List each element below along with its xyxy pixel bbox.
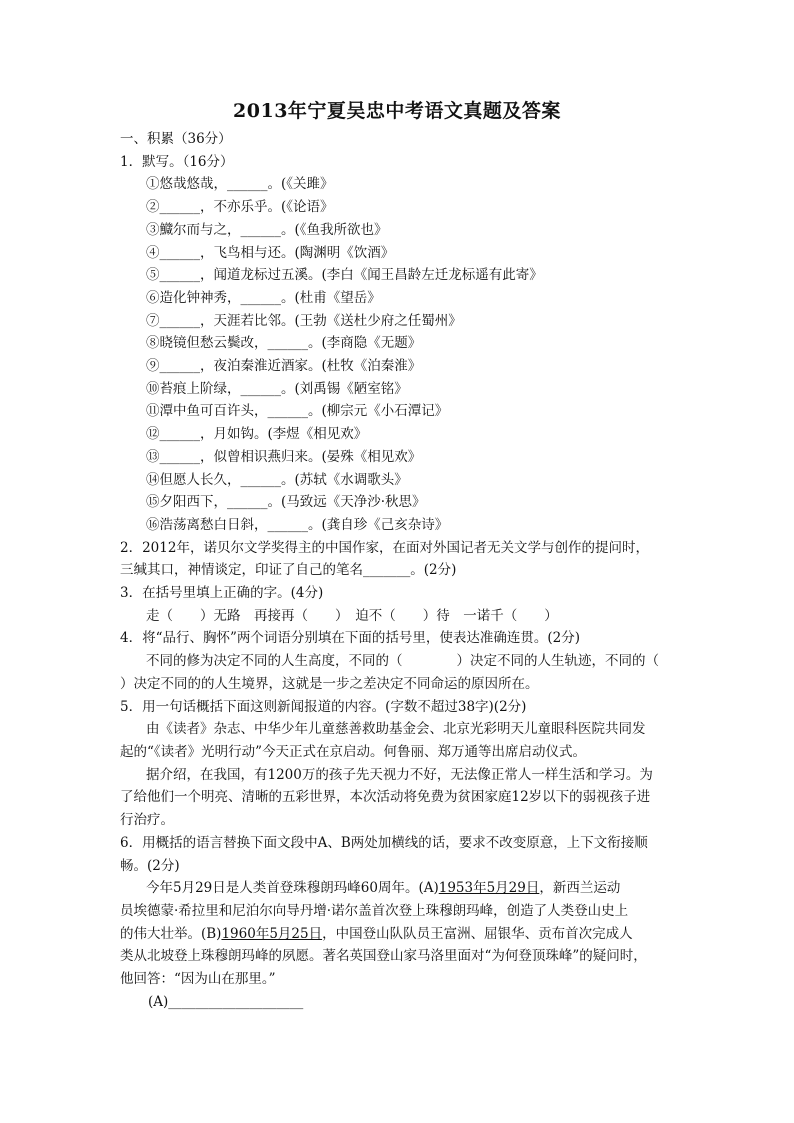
question-1-heading: 1．默写。（16分） — [120, 153, 234, 170]
page-title: 2013年宁夏吴忠中考语文真题及答案 — [233, 100, 561, 122]
passage-line: 类从北坡登上珠穆朗玛峰的夙愿。著名英国登山家马洛里面对“为何登顶珠峰”的疑问时， — [120, 948, 647, 965]
question-3-heading: 3．在括号里填上正确的字。(4分) — [120, 585, 324, 602]
news-paragraph: 行治疗。 — [120, 812, 174, 829]
dictation-item: ①悠哉悠哉，______。(《关雎》 — [146, 176, 334, 193]
passage-text: 今年5月29日是人类首登珠穆朗玛峰60周年。(A) — [146, 880, 439, 897]
dictation-item: ⑨______，夜泊秦淮近酒家。(杜牧《泊秦淮》 — [146, 358, 422, 375]
underlined-phrase-b: 1960年5月25日 — [221, 925, 323, 942]
news-paragraph: 了给他们一个明亮、清晰的五彩世界，本次活动将免费为贫困家庭12岁以下的弱视孩子进 — [120, 789, 651, 806]
dictation-item: ⑧晓镜但愁云鬓改，______。(李商隐《无题》 — [146, 335, 422, 352]
dictation-item: ⑭但愿人长久，______。(苏轼《水调歌头》 — [146, 471, 408, 488]
passage-line: 员埃德蒙·希拉里和尼泊尔向导丹增·诺尔盖首次登上珠穆朗玛峰，创造了人类登山史上 — [120, 902, 629, 919]
dictation-item: ⑫______，月如钩。(李煜《相见欢》 — [146, 426, 368, 443]
question-6-heading: 6．用概括的语言替换下面文段中A、B两处加横线的话，要求不改变原意，上下文衔接顺 — [120, 834, 648, 851]
dictation-item: ④______，飞鸟相与还。(陶渊明《饮酒》 — [146, 244, 395, 261]
dictation-item: ⑦______，天涯若比邻。(王勃《送杜少府之任蜀州》 — [146, 312, 462, 329]
passage-text: 的伟大壮举。(B) — [120, 925, 222, 942]
passage-text: ，新西兰运动 — [539, 880, 621, 897]
dictation-item: ⑥造化钟神秀，______。(杜甫《望岳》 — [146, 289, 381, 306]
underlined-phrase-a: 1953年5月29日 — [438, 880, 540, 897]
section-heading: 一、积累（36分） — [120, 131, 232, 147]
question-2-line: 2．2012年，诺贝尔文学奖得主的中国作家，在面对外国记者无关文学与创作的提问时， — [120, 539, 649, 556]
question-6-heading: 畅。(2分) — [120, 857, 180, 874]
question-5-heading: 5．用一句话概括下面这则新闻报道的内容。(字数不超过38字)(2分) — [120, 698, 527, 715]
news-paragraph: 由《读者》杂志、中华少年儿童慈善救助基金会、北京光彩明天儿童眼科医院共同发 — [146, 721, 646, 738]
dictation-item: ⑬______，似曾相识燕归来。(晏殊《相见欢》 — [146, 448, 422, 465]
passage-text: ，中国登山队队员王富洲、屈银华、贡布首次完成人 — [322, 925, 633, 942]
dictation-item: ⑤______，闻道龙标过五溪。(李白《闻王昌龄左迁龙标遥有此寄》 — [146, 267, 543, 284]
document-body — [120, 128, 680, 1013]
dictation-item: ⑩苔痕上阶绿，______。(刘禹锡《陋室铭》 — [146, 380, 408, 397]
question-3-blanks: 走（ ）无路 再接再（ ） 迫不（ ）待 一诺千（ ） — [146, 607, 558, 624]
passage-line: 他回答：“因为山在那里。” — [120, 971, 276, 988]
dictation-item: ⑪潭中鱼可百许头，______。(柳宗元《小石潭记》 — [146, 403, 449, 420]
question-4-text: 不同的修为决定不同的人生高度，不同的（ ）决定不同的人生轨迹，不同的（ — [146, 653, 659, 670]
news-paragraph: 据介绍，在我国，有1200万的孩子先天视力不好，无法像正常人一样生活和学习。为 — [146, 766, 653, 783]
passage-line — [120, 923, 680, 946]
question-1-items — [120, 173, 680, 536]
passage-line — [120, 877, 680, 900]
dictation-item: ⑮夕阳西下，______。(马致远《天净沙·秋思》 — [146, 494, 426, 511]
dictation-item: ②______，不亦乐乎。(《论语》 — [146, 199, 334, 216]
dictation-item: ⑯浩荡离愁白日斜，______。(龚自珍《己亥杂诗》 — [146, 516, 449, 533]
dictation-item: ③鱵尔而与之，______。(《鱼我所欲也》 — [146, 221, 388, 238]
answer-blank-a[interactable]: (A)____________________ — [148, 993, 304, 1010]
news-paragraph: 起的“《读者》光明行动”今天正式在京启动。何鲁丽、郑万通等出席启动仪式。 — [120, 743, 587, 760]
question-4-text: ）决定不同的的人生境界，这就是一步之差决定不同命运的原因所在。 — [120, 675, 539, 692]
question-2-line: 三缄其口，神情谈定，印证了自己的笔名_______。(2分) — [120, 562, 457, 579]
question-4-heading: 4．将“品行、胸怀”两个词语分别填在下面的括号里，使表达准确连贯。(2分) — [120, 630, 581, 647]
